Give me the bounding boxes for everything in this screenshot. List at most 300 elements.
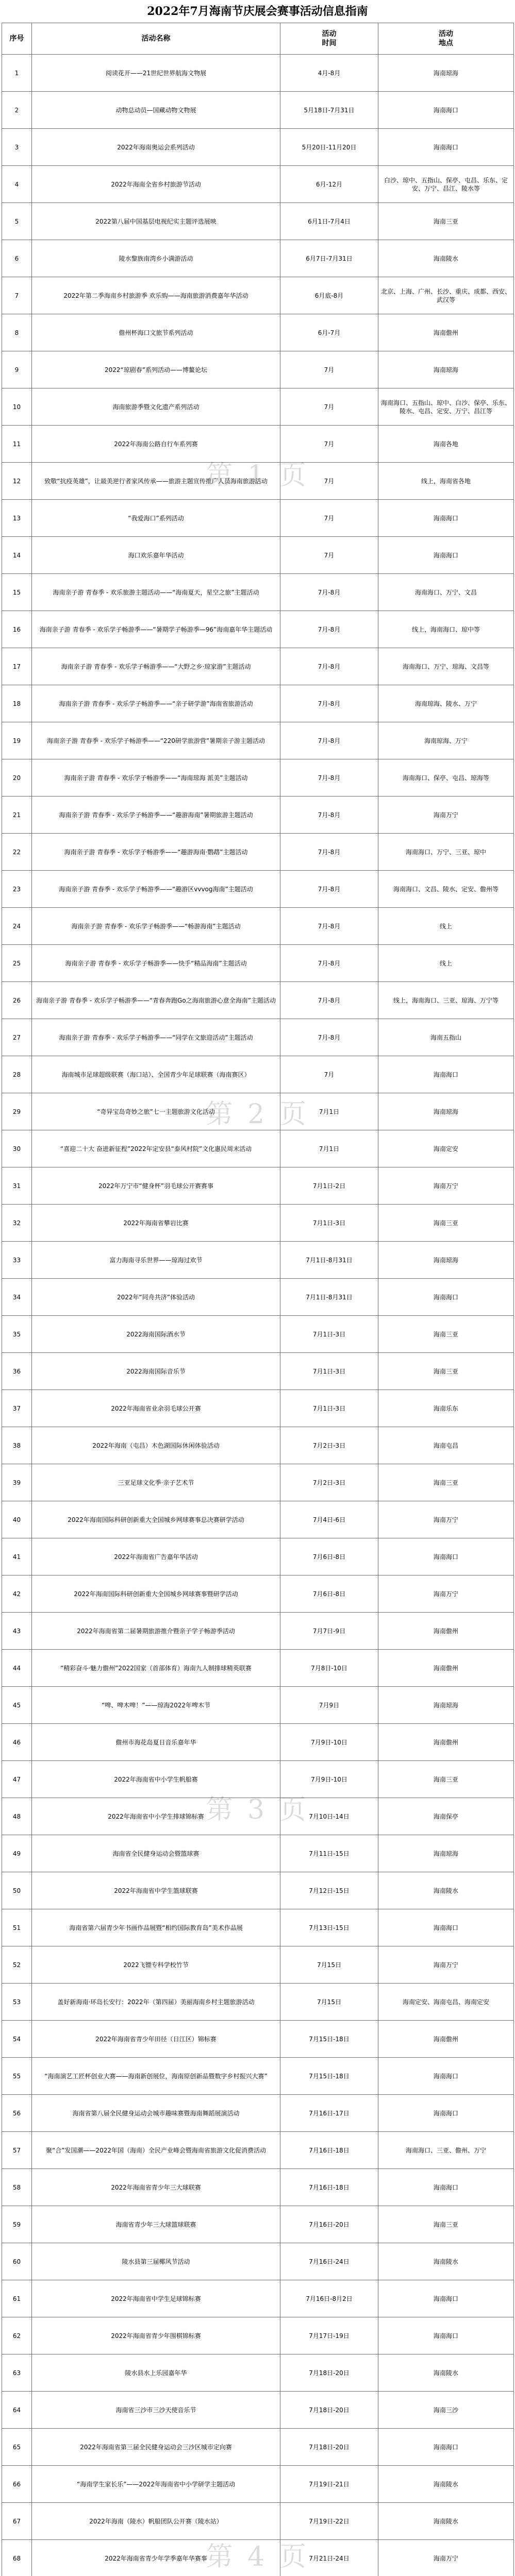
cell-name: 2022年海南奥运会系列活动	[32, 129, 280, 166]
cell-place: 海南陵水	[378, 2503, 514, 2540]
table-row	[2, 1205, 514, 1242]
cell-time: 7月1日-3日	[280, 1316, 378, 1353]
cell-time: 7月-8月	[280, 574, 378, 611]
cell-place: 海南万宁	[378, 1946, 514, 1984]
cell-num: 48	[2, 1798, 32, 1835]
cell-time: 7月1日-3日	[280, 1353, 378, 1390]
table-row	[2, 1464, 514, 1501]
cell-num: 39	[2, 1464, 32, 1501]
cell-time: 7月16日-18日	[280, 2132, 378, 2169]
cell-name: 2022年海南国际科研创新重大全国城乡网球赛事暨研学活动	[32, 1575, 280, 1613]
cell-name: 2022年“同舟共济”体验活动	[32, 1279, 280, 1316]
cell-name: 2022年海南省第二届暑期旅游推介暨亲子学子畅游季活动	[32, 1613, 280, 1650]
cell-num: 60	[2, 2243, 32, 2280]
table-row	[2, 277, 514, 314]
cell-time: 7月1日	[280, 1130, 378, 1167]
cell-place: 海南海口、万宁、琼海、文昌等	[378, 648, 514, 685]
cell-name: 海南亲子游 青春季 - 欢乐学子畅游季——“趣游海南·鹦鹉”主题活动	[32, 834, 280, 871]
table-row	[2, 2095, 514, 2132]
cell-name: 2022年海南省青少年学季嘉年华赛事	[32, 2540, 280, 2576]
table-row	[2, 945, 514, 982]
table-row	[2, 166, 514, 203]
cell-num: 58	[2, 2169, 32, 2206]
table-row	[2, 240, 514, 277]
cell-place: 海南屯昌	[378, 1427, 514, 1464]
cell-num: 61	[2, 2280, 32, 2317]
cell-time: 7月13日-15日	[280, 1909, 378, 1946]
table-row	[2, 2243, 514, 2280]
header-name: 活动名称	[32, 23, 280, 55]
cell-num: 63	[2, 2354, 32, 2392]
cell-place: 海南海口、五指山、琼中、白沙、保亭、乐东、陵水、屯昌、定安、万宁、昌江等	[378, 388, 514, 426]
cell-name: 三亚足球文化季·亲子艺术节	[32, 1464, 280, 1501]
table-row	[2, 1390, 514, 1427]
cell-num: 49	[2, 1835, 32, 1872]
cell-time: 7月	[280, 388, 378, 426]
cell-num: 26	[2, 982, 32, 1019]
cell-place: 海南定安、海南屯昌、海南定安	[378, 1984, 514, 2021]
cell-num: 17	[2, 648, 32, 685]
cell-time: 7月4日-6日	[280, 1501, 378, 1538]
table-row	[2, 982, 514, 1019]
cell-num: 62	[2, 2317, 32, 2354]
cell-num: 42	[2, 1575, 32, 1613]
cell-place: 海南琼海	[378, 1242, 514, 1279]
cell-name: 2022年海南省中学生足球锦标赛	[32, 2280, 280, 2317]
cell-num: 50	[2, 1872, 32, 1909]
cell-name: 海南亲子游 青春季 - 欢乐学子畅游季——“暑期学子畅游季—96”海南嘉年华主题活动	[32, 611, 280, 648]
cell-name: 海南省第八届全民健身运动会城市趣味赛暨海南舞蹈展演活动	[32, 2095, 280, 2132]
table-row	[2, 388, 514, 426]
cell-num: 35	[2, 1316, 32, 1353]
cell-time: 6月-7月	[280, 314, 378, 351]
cell-num: 14	[2, 537, 32, 574]
cell-num: 10	[2, 388, 32, 426]
cell-time: 7月-8月	[280, 908, 378, 945]
cell-name: “我爱海口”系列活动	[32, 500, 280, 537]
table-row	[2, 796, 514, 834]
document-title: 2022年7月海南节庆展会赛事活动信息指南	[147, 5, 368, 18]
cell-place: 线上	[378, 945, 514, 982]
page-watermark: 第 2 页	[206, 1099, 309, 1130]
table-row	[2, 1835, 514, 1872]
table-row	[2, 1946, 514, 1984]
table-row	[2, 1575, 514, 1613]
cell-time: 7月1日-8月31日	[280, 1279, 378, 1316]
cell-num: 8	[2, 314, 32, 351]
cell-place: 线上，海南海口、三亚、琼海、万宁等	[378, 982, 514, 1019]
cell-num: 47	[2, 1761, 32, 1798]
cell-place: 海南三亚	[378, 1761, 514, 1798]
cell-place: 海南陵水	[378, 1872, 514, 1909]
table-row	[2, 129, 514, 166]
table-row	[2, 314, 514, 351]
cell-place: 海南海口	[378, 2095, 514, 2132]
table-row	[2, 1872, 514, 1909]
cell-num: 1	[2, 55, 32, 92]
cell-name: 2022年海南省攀岩比赛	[32, 1205, 280, 1242]
cell-num: 46	[2, 1724, 32, 1761]
table-row	[2, 2317, 514, 2354]
table-row	[2, 1353, 514, 1390]
cell-name: 海南旅游季暨文化遗产系列活动	[32, 388, 280, 426]
cell-name: “喜迎二十大 奋进新征程”2022年定安县“泰风村院”文化惠民周末活动	[32, 1130, 280, 1167]
cell-name: 富力海南寻乐世界——琼海过欢节	[32, 1242, 280, 1279]
cell-place: 海南陵水	[378, 240, 514, 277]
cell-place: 海南三亚	[378, 1205, 514, 1242]
cell-name: 2022海南国际酒水节	[32, 1316, 280, 1353]
cell-num: 29	[2, 1093, 32, 1130]
cell-time: 7月18日-20日	[280, 2392, 378, 2429]
table-row	[2, 2429, 514, 2466]
cell-time: 7月8日-10日	[280, 1650, 378, 1687]
cell-place: 海南陵水	[378, 2354, 514, 2392]
table-row	[2, 759, 514, 796]
cell-place: 海南琼海	[378, 1093, 514, 1130]
table-row	[2, 1316, 514, 1353]
cell-time: 7月19日-22日	[280, 2503, 378, 2540]
table-row	[2, 1093, 514, 1130]
cell-time: 7月6日-8日	[280, 1538, 378, 1575]
cell-time: 5月18日-7月31日	[280, 92, 378, 129]
cell-time: 7月19日-21日	[280, 2466, 378, 2503]
cell-num: 13	[2, 500, 32, 537]
cell-place: 海南五指山	[378, 1019, 514, 1056]
cell-place: 海南海口	[378, 2429, 514, 2466]
table-row	[2, 2132, 514, 2169]
table-row	[2, 2206, 514, 2243]
table-row	[2, 648, 514, 685]
table-row	[2, 1613, 514, 1650]
cell-place: 海南万宁	[378, 1575, 514, 1613]
cell-place: 海南定安	[378, 1130, 514, 1167]
table-row	[2, 351, 514, 388]
cell-num: 40	[2, 1501, 32, 1538]
cell-place: 海南万宁	[378, 796, 514, 834]
cell-num: 22	[2, 834, 32, 871]
table-row	[2, 2058, 514, 2095]
cell-name: “奇异宝岛奇妙之旅”七一主题旅游文化活动	[32, 1093, 280, 1130]
cell-name: 海南亲子游 青春季 - 欢乐学子畅游季——“青春奔跑Go之海南旅游心意全海南”主题活动	[32, 982, 280, 1019]
cell-time: 7月6日-8日	[280, 1575, 378, 1613]
table-row	[2, 685, 514, 722]
cell-name: 2022年海南（陵水）帆船团队公开赛（陵水站）	[32, 2503, 280, 2540]
cell-time: 7月	[280, 463, 378, 500]
table-row	[2, 834, 514, 871]
table-row	[2, 1427, 514, 1464]
cell-name: 2022年海南全省乡村旅游节活动	[32, 166, 280, 203]
cell-place: 海南海口、万宁、文昌	[378, 574, 514, 611]
cell-place: 北京、上海、广州、长沙、重庆、成都、西安、武汉等	[378, 277, 514, 314]
table-row	[2, 1761, 514, 1798]
table-row	[2, 1724, 514, 1761]
event-table	[2, 23, 514, 2576]
cell-name: 2022第八届中国基层电视纪实主题评选展映	[32, 203, 280, 240]
cell-name: 海南亲子游 青春季 - 欢乐旅游主题活动——“海南夏天，星空之旅”主题活动	[32, 574, 280, 611]
cell-time: 4月-8月	[280, 55, 378, 92]
cell-num: 38	[2, 1427, 32, 1464]
cell-place: 白沙、琼中、五指山、保亭、屯昌、乐东、定安、万宁、昌江、陵水等	[378, 166, 514, 203]
table-row	[2, 92, 514, 129]
table-row	[2, 1501, 514, 1538]
cell-place: 海南万宁	[378, 1167, 514, 1205]
page-watermark: 第 1 页	[206, 460, 309, 491]
cell-num: 56	[2, 2095, 32, 2132]
cell-num: 66	[2, 2466, 32, 2503]
table-row	[2, 871, 514, 908]
cell-place: 海南海口	[378, 1909, 514, 1946]
cell-num: 51	[2, 1909, 32, 1946]
cell-name: 海南亲子游 青春季 - 欢乐学子畅游季——“畅游海南”主题活动	[32, 908, 280, 945]
table-row	[2, 722, 514, 759]
cell-name: 2022年海南省青少年田径（日江区）锦标赛	[32, 2021, 280, 2058]
cell-name: 2022年海南省青少年三大球联赛	[32, 2169, 280, 2206]
cell-name: 海南省青少年三大球篮球联赛	[32, 2206, 280, 2243]
cell-num: 64	[2, 2392, 32, 2429]
cell-place: 线上，海南海口、琼中等	[378, 611, 514, 648]
cell-num: 16	[2, 611, 32, 648]
cell-time: 7月15日-18日	[280, 2058, 378, 2095]
cell-name: 2022年海南省中小学生帆船赛	[32, 1761, 280, 1798]
cell-name: 2022年海南省广告嘉年华活动	[32, 1538, 280, 1575]
cell-time: 5月20日-11月20日	[280, 129, 378, 166]
cell-time: 7月1日-8月31日	[280, 1242, 378, 1279]
cell-time: 7月2日-3日	[280, 1464, 378, 1501]
cell-name: 儋州市海花岛夏日音乐嘉年华	[32, 1724, 280, 1761]
cell-time: 7月	[280, 537, 378, 574]
cell-num: 31	[2, 1167, 32, 1205]
cell-name: 2022年海南省业余羽毛球公开赛	[32, 1390, 280, 1427]
cell-num: 54	[2, 2021, 32, 2058]
cell-time: 7月16日-24日	[280, 2243, 378, 2280]
cell-time: 7月-8月	[280, 796, 378, 834]
cell-name: 动物总动员—国藏动物文物展	[32, 92, 280, 129]
cell-time: 7月-8月	[280, 648, 378, 685]
cell-place: 海南乐东	[378, 1390, 514, 1427]
cell-time: 7月15日	[280, 1984, 378, 2021]
cell-time: 6月-12月	[280, 166, 378, 203]
table-row	[2, 203, 514, 240]
cell-name: 2022年海南公路自行车系列赛	[32, 426, 280, 463]
cell-name: “精彩奋斗·魅力儋州”2022国家（首部体育）海南九人制排球精英联赛	[32, 1650, 280, 1687]
cell-place: 海南三亚	[378, 1316, 514, 1353]
cell-name: 2022年海南省中学生篮球联赛	[32, 1872, 280, 1909]
table-row	[2, 1687, 514, 1724]
cell-time: 7月21日-24日	[280, 2540, 378, 2576]
table-row	[2, 611, 514, 648]
cell-num: 4	[2, 166, 32, 203]
cell-num: 30	[2, 1130, 32, 1167]
cell-time: 7月	[280, 500, 378, 537]
cell-place: 海南海口、三亚、儋州、万宁	[378, 2132, 514, 2169]
cell-name: 陵水县水上乐园嘉年华	[32, 2354, 280, 2392]
cell-place: 海南海口	[378, 537, 514, 574]
cell-num: 2	[2, 92, 32, 129]
header-time: 活动 时间	[280, 23, 378, 55]
cell-num: 27	[2, 1019, 32, 1056]
cell-place: 线上，海南省各地	[378, 463, 514, 500]
cell-place: 海南海口	[378, 2058, 514, 2095]
cell-time: 7月-8月	[280, 945, 378, 982]
cell-place: 海南儋州	[378, 2021, 514, 2058]
cell-num: 20	[2, 759, 32, 796]
cell-time: 7月9日	[280, 1687, 378, 1724]
cell-name: 2022年海南（屯昌）木色湖国际休闲体验活动	[32, 1427, 280, 1464]
cell-name: 海南亲子游 青春季 - 欢乐学子畅游季——“同学在文旅迎活动”主题活动	[32, 1019, 280, 1056]
cell-num: 57	[2, 2132, 32, 2169]
cell-place: 海南琼海	[378, 351, 514, 388]
cell-place: 海南各地	[378, 426, 514, 463]
header-num: 序号	[2, 23, 32, 55]
cell-time: 7月	[280, 1056, 378, 1093]
cell-num: 41	[2, 1538, 32, 1575]
cell-name: 2022年万宁市“健身杯”羽毛球公开赛赛事	[32, 1167, 280, 1205]
cell-place: 海南陵水	[378, 2243, 514, 2280]
table-row	[2, 2392, 514, 2429]
cell-name: 2022飞镖专科学校竹节	[32, 1946, 280, 1984]
cell-name: 陵水黎族南湾乡小满游活动	[32, 240, 280, 277]
page-watermark: 第 3 页	[206, 1794, 309, 1825]
cell-num: 24	[2, 908, 32, 945]
cell-name: 阅读花开——21世纪世界航海文物展	[32, 55, 280, 92]
cell-time: 6月7日-7月31日	[280, 240, 378, 277]
table-row	[2, 1538, 514, 1575]
cell-num: 3	[2, 129, 32, 166]
cell-num: 9	[2, 351, 32, 388]
cell-num: 52	[2, 1946, 32, 1984]
cell-time: 7月	[280, 351, 378, 388]
cell-time: 7月	[280, 426, 378, 463]
cell-num: 11	[2, 426, 32, 463]
cell-time: 6月1日-7月4日	[280, 203, 378, 240]
cell-time: 7月-8月	[280, 871, 378, 908]
cell-time: 7月-8月	[280, 611, 378, 648]
cell-num: 34	[2, 1279, 32, 1316]
cell-time: 7月15日	[280, 1946, 378, 1984]
cell-place: 海南三亚	[378, 1464, 514, 1501]
cell-time: 7月1日	[280, 1093, 378, 1130]
table-row	[2, 2280, 514, 2317]
cell-name: 海南亲子游 青春季 - 欢乐学子畅游季——“220研学旅游营”暑期亲子游主题活动	[32, 722, 280, 759]
table-row	[2, 1167, 514, 1205]
cell-name: 2022年海南国际科研创新重大全国城乡网球赛事总决赛研学活动	[32, 1501, 280, 1538]
cell-place: 海南三沙	[378, 2392, 514, 2429]
cell-time: 7月12日-15日	[280, 1872, 378, 1909]
table-row	[2, 2021, 514, 2058]
cell-time: 7月-8月	[280, 982, 378, 1019]
cell-num: 21	[2, 796, 32, 834]
table-row	[2, 500, 514, 537]
header-place: 活动 地点	[378, 23, 514, 55]
cell-time: 7月11日-15日	[280, 1835, 378, 1872]
cell-name: “海南演艺工匠杯创业大赛——海南新创展位，海南原创新品暨数字乡村振兴大赛”	[32, 2058, 280, 2095]
cell-place: 海南海口	[378, 1538, 514, 1575]
cell-place: 海南儋州	[378, 1650, 514, 1687]
cell-name: 海南亲子游 青春季 - 欢乐学子畅游季——“趣游海南”暑期旅游主题活动	[32, 796, 280, 834]
cell-time: 7月7日-9日	[280, 1613, 378, 1650]
cell-num: 32	[2, 1205, 32, 1242]
cell-time: 7月1日-3日	[280, 1205, 378, 1242]
cell-place: 海南儋州	[378, 1724, 514, 1761]
cell-time: 7月16日-20日	[280, 2206, 378, 2243]
table-row	[2, 537, 514, 574]
cell-num: 12	[2, 463, 32, 500]
cell-name: “海南学生家长乐”——2022年海南省中小学研学主题活动	[32, 2466, 280, 2503]
cell-num: 18	[2, 685, 32, 722]
cell-name: 海南省三沙市三沙天使音乐节	[32, 2392, 280, 2429]
cell-time: 7月1日-2日	[280, 1167, 378, 1205]
cell-name: 陵水县第三届椰风节活动	[32, 2243, 280, 2280]
cell-time: 7月-8月	[280, 685, 378, 722]
cell-name: 聚“合”发国潮——2022年国（海南）全民产业峰会暨海南省旅游文化促消费活动	[32, 2132, 280, 2169]
cell-time: 7月1日-3日	[280, 1390, 378, 1427]
cell-name: 海南亲子游 青春季 - 欢乐学子畅游季——“海南琼海 派美”主题活动	[32, 759, 280, 796]
table-row	[2, 463, 514, 500]
table-row	[2, 426, 514, 463]
cell-num: 23	[2, 871, 32, 908]
cell-place: 海南琼海	[378, 1687, 514, 1724]
cell-place: 海南海口	[378, 129, 514, 166]
cell-num: 6	[2, 240, 32, 277]
table-row	[2, 2169, 514, 2206]
cell-place: 海南海口	[378, 500, 514, 537]
table-row	[2, 2354, 514, 2392]
cell-num: 45	[2, 1687, 32, 1724]
cell-time: 6月底-8月	[280, 277, 378, 314]
table-row	[2, 1909, 514, 1946]
cell-num: 44	[2, 1650, 32, 1687]
cell-time: 7月2日-3日	[280, 1427, 378, 1464]
cell-num: 36	[2, 1353, 32, 1390]
cell-name: 海南省全民健身运动会暨篮球赛	[32, 1835, 280, 1872]
cell-num: 5	[2, 203, 32, 240]
cell-place: 海南万宁	[378, 2540, 514, 2576]
table-row	[2, 2466, 514, 2503]
table-row	[2, 1650, 514, 1687]
cell-num: 59	[2, 2206, 32, 2243]
cell-place: 海南海口	[378, 92, 514, 129]
cell-num: 53	[2, 1984, 32, 2021]
cell-place: 海南保亭	[378, 1798, 514, 1835]
table-row	[2, 1056, 514, 1093]
cell-num: 65	[2, 2429, 32, 2466]
cell-num: 15	[2, 574, 32, 611]
cell-name: 2022海南国际音乐节	[32, 1353, 280, 1390]
table-row	[2, 1242, 514, 1279]
cell-place: 海南海口	[378, 2280, 514, 2317]
cell-name: 2022年海南省青少年围棋锦标赛	[32, 2317, 280, 2354]
cell-name: 2022“琼剧春”系列活动——博鳌论坛	[32, 351, 280, 388]
cell-num: 37	[2, 1390, 32, 1427]
cell-time: 7月-8月	[280, 759, 378, 796]
cell-num: 43	[2, 1613, 32, 1650]
cell-place: 海南三亚	[378, 2206, 514, 2243]
cell-place: 海南海口、万宁、三亚、琼中	[378, 834, 514, 871]
cell-name: 海南省第六届青少年书画作品展暨“相约国际教育岛”美术作品展	[32, 1909, 280, 1946]
cell-name: 2022年海南省中小学生排球锦标赛	[32, 1798, 280, 1835]
cell-place: 海南儋州	[378, 314, 514, 351]
table-row	[2, 1019, 514, 1056]
cell-name: 海南城市足球超级联赛（海口站）、全国青少年足球联赛（海南赛区）	[32, 1056, 280, 1093]
cell-name: 海南亲子游 青春季 - 欢乐学子畅游季——“大野之乡·琼家游”主题活动	[32, 648, 280, 685]
cell-name: 儋州杯海口文旅节系列活动	[32, 314, 280, 351]
cell-time: 7月18日-20日	[280, 2354, 378, 2392]
table-row	[2, 1130, 514, 1167]
table-row	[2, 2503, 514, 2540]
cell-num: 33	[2, 1242, 32, 1279]
table-row	[2, 55, 514, 92]
cell-name: “啤、啤木啤！”——琼海2022年啤木节	[32, 1687, 280, 1724]
